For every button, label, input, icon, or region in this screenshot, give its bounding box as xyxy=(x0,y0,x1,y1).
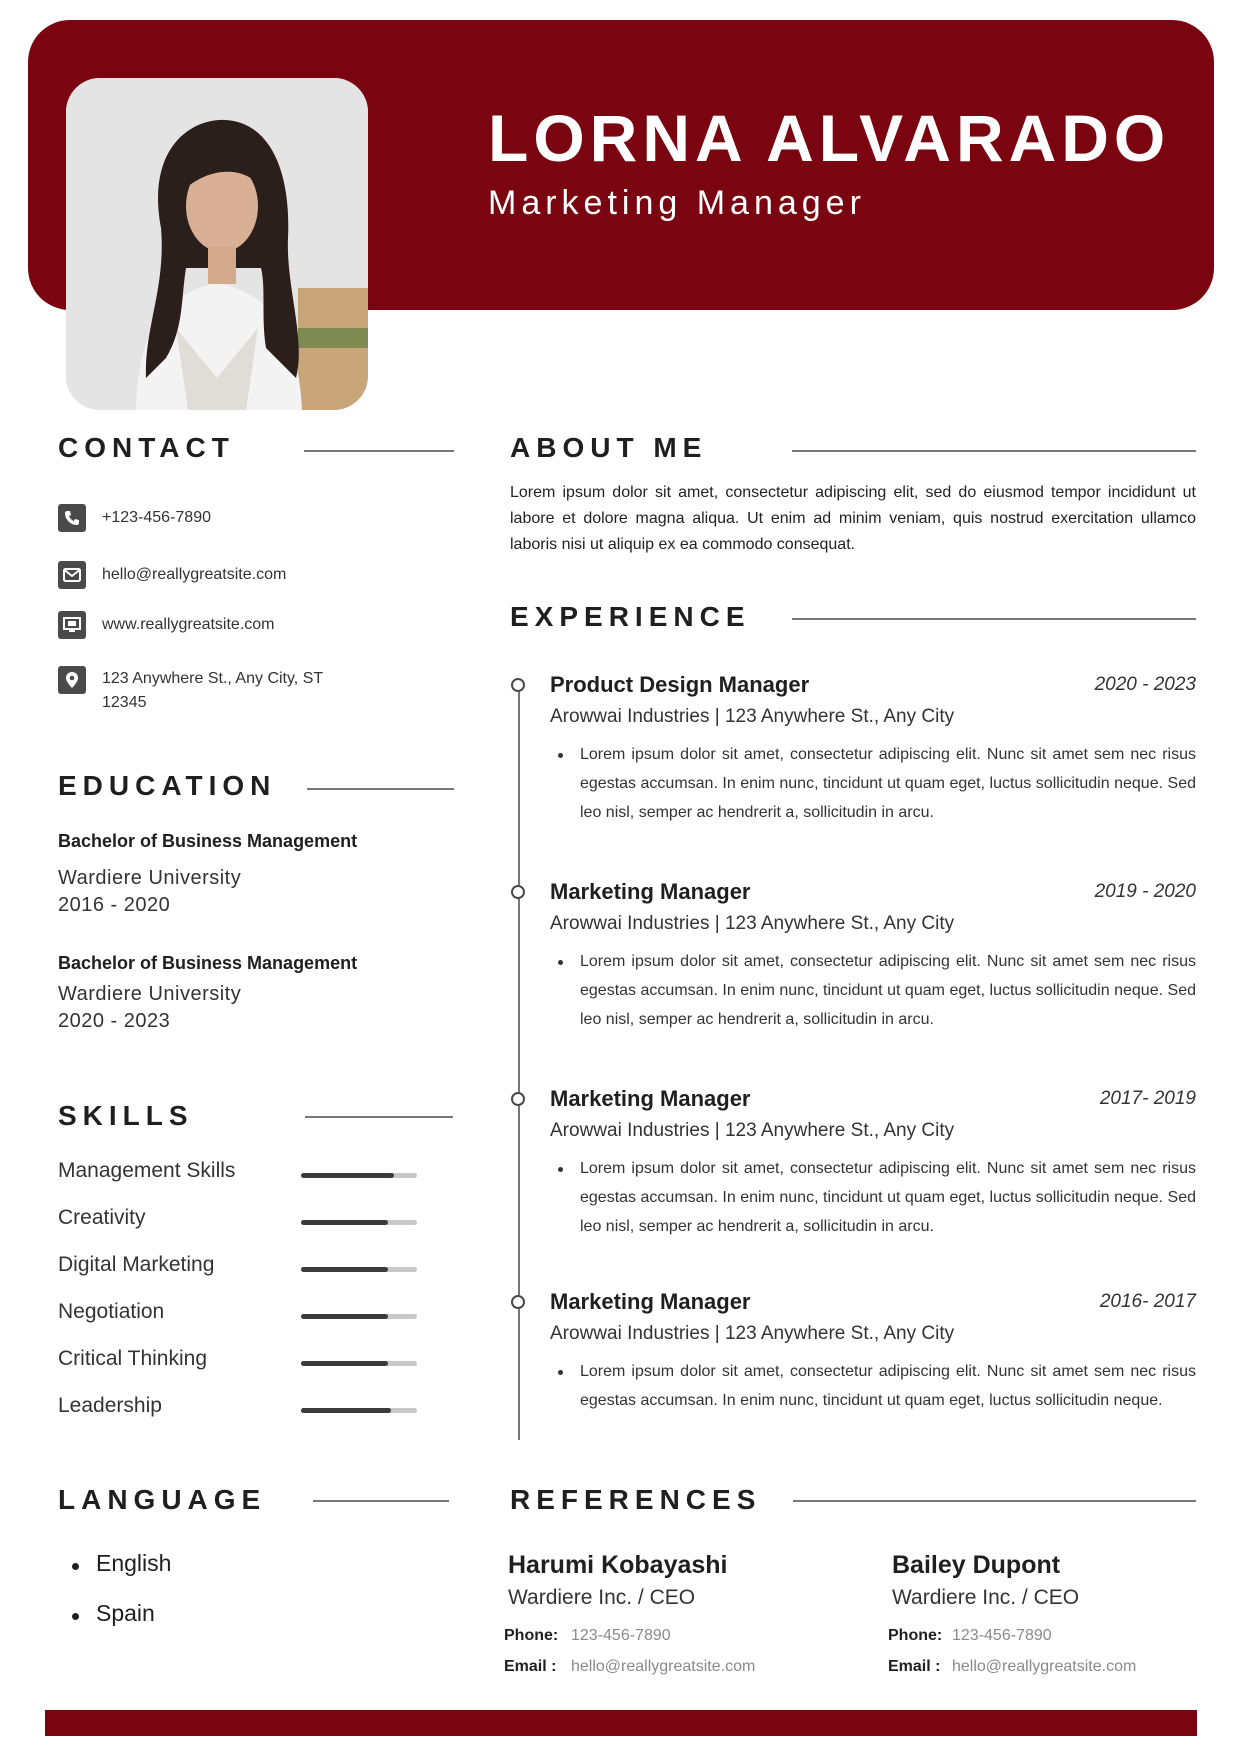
skills-heading-rule xyxy=(305,1116,453,1118)
timeline-dot xyxy=(511,1092,525,1106)
candidate-title: Marketing Manager xyxy=(488,184,866,222)
timeline-dot xyxy=(511,678,525,692)
edu-years: 2020 - 2023 xyxy=(58,1010,171,1032)
education-heading: EDUCATION xyxy=(58,770,277,801)
timeline-dot xyxy=(511,1295,525,1309)
timeline-line xyxy=(518,686,520,1440)
skill-bar-track xyxy=(301,1267,417,1272)
candidate-name: LORNA ALVARADO xyxy=(488,101,1171,175)
experience-company: Arowwai Industries | 123 Anywhere St., Any City xyxy=(550,1120,955,1141)
contact-address-line1: 123 Anywhere St., Any City, ST xyxy=(102,670,324,687)
reference-name: Harumi Kobayashi xyxy=(508,1551,728,1579)
experience-bullet xyxy=(558,960,563,965)
experience-role: Marketing Manager xyxy=(550,1086,751,1111)
experience-bullet xyxy=(558,1167,563,1172)
skill-label: Digital Marketing xyxy=(58,1253,215,1276)
profile-photo xyxy=(66,78,368,410)
skill-bar-fill xyxy=(301,1267,388,1272)
experience-years: 2016- 2017 xyxy=(1099,1291,1196,1312)
skill-label: Critical Thinking xyxy=(58,1347,207,1370)
reference-email-label: Email : xyxy=(504,1658,557,1675)
contact-website[interactable]: www.reallygreatsite.com xyxy=(102,616,275,633)
experience-company: Arowwai Industries | 123 Anywhere St., Any City xyxy=(550,1323,955,1344)
portrait-illustration xyxy=(66,78,368,410)
references-heading-rule xyxy=(793,1500,1196,1502)
skill-bar-track xyxy=(301,1361,417,1366)
contact-email[interactable]: hello@reallygreatsite.com xyxy=(102,566,287,583)
reference-email-label: Email : xyxy=(888,1658,941,1675)
reference-phone-label: Phone: xyxy=(504,1627,559,1644)
reference-org: Wardiere Inc. / CEO xyxy=(508,1586,696,1609)
experience-years: 2019 - 2020 xyxy=(1094,881,1196,902)
experience-company: Arowwai Industries | 123 Anywhere St., Any City xyxy=(550,913,955,934)
email-icon xyxy=(58,561,86,589)
experience-bullet xyxy=(558,753,563,758)
website-icon xyxy=(58,611,86,639)
skill-label: Negotiation xyxy=(58,1300,165,1323)
edu-school: Wardiere University xyxy=(58,983,242,1005)
contact-phone[interactable]: +123-456-7890 xyxy=(102,509,211,526)
reference-phone[interactable]: 123-456-7890 xyxy=(571,1627,671,1644)
reference-phone[interactable]: 123-456-7890 xyxy=(952,1627,1052,1644)
skill-bar-track xyxy=(301,1220,417,1225)
experience-heading-rule xyxy=(792,618,1196,620)
experience-company: Arowwai Industries | 123 Anywhere St., Any City xyxy=(550,706,955,727)
timeline-dot xyxy=(511,885,525,899)
skill-bar-track xyxy=(301,1314,417,1319)
skill-label: Management Skills xyxy=(58,1159,236,1182)
skill-bar-track xyxy=(301,1408,417,1413)
skill-bar-fill xyxy=(301,1173,394,1178)
language-heading-rule xyxy=(313,1500,449,1502)
contact-heading-rule xyxy=(304,450,454,452)
edu-years: 2016 - 2020 xyxy=(58,894,171,916)
experience-description: Lorem ipsum dolor sit amet, consectetur adipiscing elit. Nunc sit amet sem nec risus egestas accumsan. In enim nunc, tincidunt ut quam eget, luctus sollicitudin neque. Sed leo nisl, semper ac hendrerit a, sollicitudin in arcu. xyxy=(580,746,1196,821)
contact-heading: CONTACT xyxy=(58,432,235,463)
skill-bar-fill xyxy=(301,1220,388,1225)
references-heading: REFERENCES xyxy=(510,1484,762,1515)
experience-description: Lorem ipsum dolor sit amet, consectetur adipiscing elit. Nunc sit amet sem nec risus egestas accumsan. In enim nunc, tincidunt ut quam eget, luctus sollicitudin neque. xyxy=(580,1363,1196,1409)
about-heading-rule xyxy=(792,450,1196,452)
skill-label: Creativity xyxy=(58,1206,146,1229)
language-heading: LANGUAGE xyxy=(58,1484,267,1515)
experience-years: 2020 - 2023 xyxy=(1094,674,1196,695)
reference-email[interactable]: hello@reallygreatsite.com xyxy=(571,1658,756,1675)
language-bullet xyxy=(72,1563,79,1570)
reference-email[interactable]: hello@reallygreatsite.com xyxy=(952,1658,1137,1675)
experience-years: 2017- 2019 xyxy=(1099,1088,1196,1109)
reference-phone-label: Phone: xyxy=(888,1627,943,1644)
experience-role: Product Design Manager xyxy=(550,672,810,697)
about-text: Lorem ipsum dolor sit amet, consectetur adipiscing elit, sed do eiusmod tempor incididunt ut labore et dolore magna aliqua. Ut enim ad minim veniam, quis nostrud exercitation ullamco laboris nisi ut aliquip ex ea commodo consequat. xyxy=(510,484,1196,553)
language-bullet xyxy=(72,1613,79,1620)
education-heading-rule xyxy=(307,788,454,790)
skill-bar-fill xyxy=(301,1314,388,1319)
skill-label: Leadership xyxy=(58,1394,162,1417)
edu-degree: Bachelor of Business Management xyxy=(58,831,358,851)
experience-heading: EXPERIENCE xyxy=(510,601,751,632)
skill-bar-fill xyxy=(301,1408,391,1413)
experience-bullet xyxy=(558,1370,563,1375)
experience-description: Lorem ipsum dolor sit amet, consectetur adipiscing elit. Nunc sit amet sem nec risus egestas accumsan. In enim nunc, tincidunt ut quam eget, luctus sollicitudin neque. Sed leo nisl, semper ac hendrerit a, sollicitudin in arcu. xyxy=(580,953,1196,1028)
reference-org: Wardiere Inc. / CEO xyxy=(892,1586,1080,1609)
language-item: English xyxy=(96,1550,172,1576)
experience-role: Marketing Manager xyxy=(550,879,751,904)
skills-heading: SKILLS xyxy=(58,1100,194,1131)
reference-name: Bailey Dupont xyxy=(892,1551,1061,1579)
contact-address-line2: 12345 xyxy=(102,694,147,711)
edu-school: Wardiere University xyxy=(58,867,242,889)
location-icon xyxy=(58,666,86,694)
phone-icon xyxy=(58,504,86,532)
experience-description: Lorem ipsum dolor sit amet, consectetur adipiscing elit. Nunc sit amet sem nec risus egestas accumsan. In enim nunc, tincidunt ut quam eget, luctus sollicitudin neque. Sed leo nisl, semper ac hendrerit a, sollicitudin in arcu. xyxy=(580,1160,1196,1235)
experience-role: Marketing Manager xyxy=(550,1289,751,1314)
edu-degree: Bachelor of Business Management xyxy=(58,953,358,973)
about-heading: ABOUT ME xyxy=(510,432,708,463)
language-item: Spain xyxy=(96,1600,155,1626)
skill-bar-fill xyxy=(301,1361,388,1366)
skill-bar-track xyxy=(301,1173,417,1178)
footer-bar xyxy=(45,1710,1197,1736)
